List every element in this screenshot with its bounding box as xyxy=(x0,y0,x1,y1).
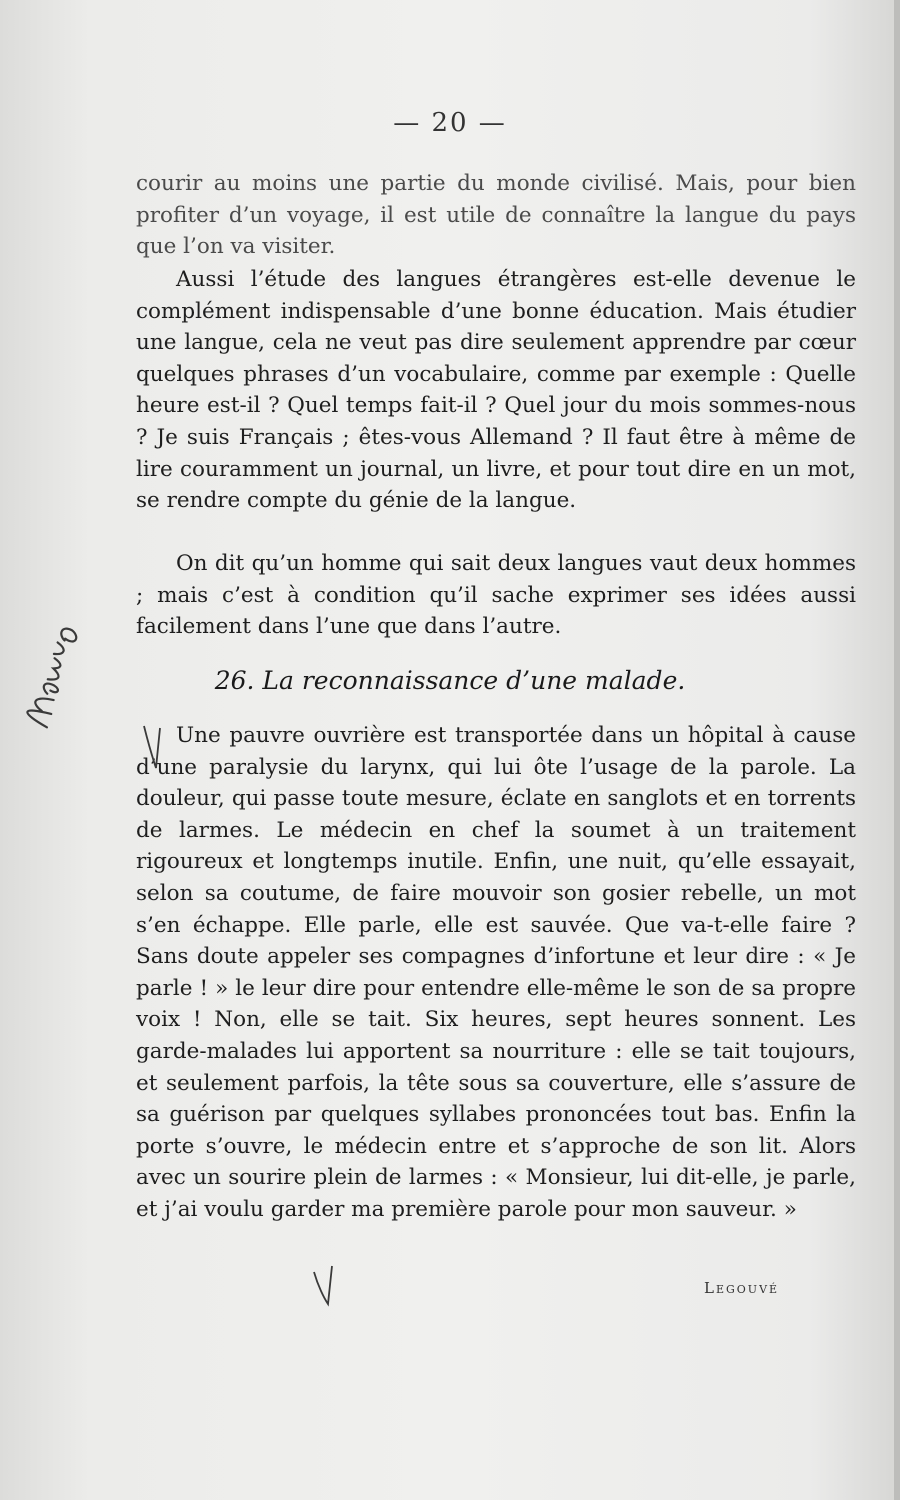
check-mark-icon xyxy=(310,1262,336,1308)
paragraph-two-languages xyxy=(136,548,856,643)
author-signature: Legouvé xyxy=(704,1279,780,1297)
paragraph-text: courir au moins une partie du monde civilisé. Mais, pour bien profiter d’un voyage, il est utile de connaître la langue du pays que l’on va visiter. xyxy=(136,171,856,260)
section-heading: 26. La reconnaissance d’une malade. xyxy=(214,666,686,695)
paragraph-text: Une pauvre ouvrière est transportée dans un hôpital à cause d’une paralysie du larynx, qui lui ôte l’usage de la parole. La douleur, qui passe toute mesure, éclate en sanglots et en torrents de larmes. Le médecin en chef la soumet à un traitement rigoureux et longtemps inutile. Enfin, une nuit, qu’elle essayait, selon sa coutume, de faire mouvoir son gosier rebelle, un mot s’en échappe. Elle parle, elle est sauvée. Que va-t-elle faire ? Sans doute appeler ses compagnes d’infortune et leur dire : « Je parle ! » le leur dire pour entendre elle-même le son de sa propre voix ! Non, elle se tait. Six heures, sept heures sonnent. Les garde-malades lui apportent sa nourriture : elle se tait toujours, et seulement parfois, la tête sous sa couverture, elle s’assure de sa guérison par quelques syllabes prononcées tout bas. Enfin la porte s’ouvre, le médecin entre et s’approche de son lit. Alors avec un sourire plein de larmes : « Monsieur, lui dit-elle, je parle, et j’ai voulu garder ma première parole pour mon sauveur. » xyxy=(136,723,856,1222)
check-mark-icon xyxy=(140,722,164,772)
paragraph-story xyxy=(136,720,856,1226)
page-number: — 20 — xyxy=(393,108,507,138)
paragraph-text: On dit qu’un homme qui sait deux langues vaut deux hommes ; mais c’est à condition qu’il sache exprimer ses idées aussi facilement dans l’une que dans l’autre. xyxy=(136,551,856,640)
paragraph-continuation xyxy=(136,168,856,263)
paragraph-text: Aussi l’étude des langues étrangères est-elle devenue le complément indispensable d’une bonne éducation. Mais étudier une langue, cela ne veut pas dire seulement apprendre par cœur quelques phrases d’un vocabulaire, comme par exemple : Quelle heure est-il ? Quel temps fait-il ? Quel jour du mois sommes-nous ? Je suis Français ; êtes-vous Allemand ? Il faut être à même de lire couramment un journal, un livre, et pour tout dire en un mot, se rendre compte du génie de la langue. xyxy=(136,267,856,514)
paragraph-languages-study xyxy=(136,264,856,517)
page-edge-shadow xyxy=(894,0,900,1500)
